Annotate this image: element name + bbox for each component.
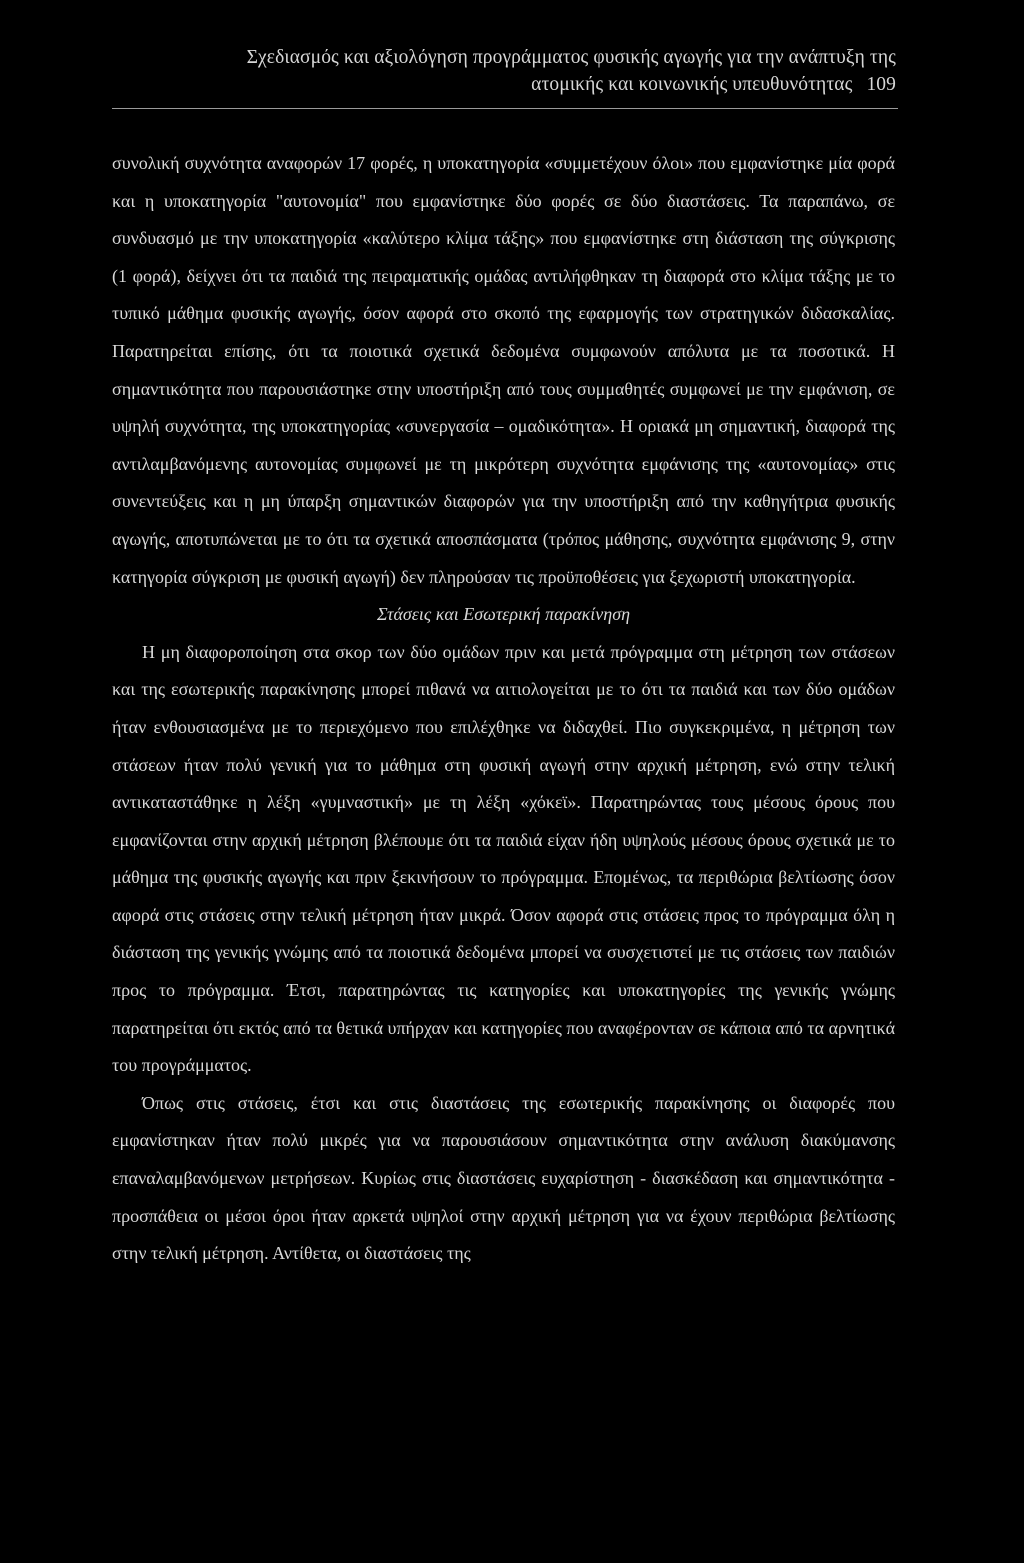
running-header bbox=[112, 44, 896, 98]
header-divider bbox=[112, 108, 898, 109]
paragraph-continued: συνολική συχνότητα αναφορών 17 φορές, η υποκατηγορία «συμμετέχουν όλοι» που εμφανίστηκε μία φορά και η υποκατηγορία "αυτονομία" που εμφανίστηκε δύο φορές σε δύο διαστάσεις. Τα παραπάνω, σε συνδυασμό με την υποκατηγορία «καλύτερο κλίμα τάξης» που εμφανίστηκε στη διάσταση της σύγκρισης (1 φορά), δείχνει ότι τα παιδιά της πειραματικής ομάδας αντιλήφθηκαν τη διαφορά στο κλίμα τάξης με το τυπικό μάθημα φυσικής αγωγής, όσον αφορά στο σκοπό της εφαρμογής των στρατηγικών διδασκαλίας. Παρατηρείται επίσης, ότι τα ποιοτικά σχετικά δεδομένα συμφωνούν απόλυτα με τα ποσοτικά. Η σημαντικότητα που παρουσιάστηκε στην υποστήριξη από τους συμμαθητές συμφωνεί με την εμφάνιση, σε υψηλή συχνότητα, της υποκατηγορίας «συνεργασία – ομαδικότητα». Η οριακά μη σημαντική, διαφορά της αντιλαμβανόμενης αυτονομίας συμφωνεί με τη μικρότερη συχνότητα εμφάνισης της «αυτονομίας» στις συνεντεύξεις και η μη ύπαρξη σημαντικών διαφορών για την υποστήριξη από την καθηγήτρια φυσικής αγωγής, αποτυπώνεται με το ότι τα σχετικά αποσπάσματα (τρόπος μάθησης, συχνότητα εμφάνισης 9, στην κατηγορία σύγκριση με φυσική αγωγή) δεν πληρούσαν τις προϋποθέσεις για ξεχωριστή υποκατηγορία. bbox=[112, 153, 895, 587]
running-header-line-2 bbox=[112, 71, 896, 98]
paragraph: Όπως στις στάσεις, έτσι και στις διαστάσεις της εσωτερικής παρακίνησης οι διαφορές που εμφανίστηκαν ήταν πολύ μικρές για να παρουσιάσουν σημαντικότητα στην ανάλυση διακύμανσης επαναλαμβανόμενων μετρήσεων. Κυρίως στις διαστάσεις ευχαρίστηση - διασκέδαση και σημαντικότητα - προσπάθεια οι μέσοι όροι ήταν αρκετά υψηλοί στην αρχική μέτρηση για να έχουν περιθώρια βελτίωσης στην τελική μέτρηση. Αντίθετα, οι διαστάσεις της bbox=[112, 1092, 895, 1264]
paragraph: Η μη διαφοροποίηση στα σκορ των δύο ομάδων πριν και μετά πρόγραμμα στη μέτρηση των στάσεων και της εσωτερικής παρακίνησης μπορεί πιθανά να αιτιολογείται με το ότι τα παιδιά και των δύο ομάδων ήταν ενθουσιασμένα με το περιεχόμενο που επιλέχθηκε να διδαχθεί. Πιο συγκεκριμένα, η μέτρηση των στάσεων ήταν πολύ γενική για το μάθημα στη φυσική αγωγή στην αρχική μέτρηση, ενώ στην τελική αντικαταστάθηκε η λέξη «γυμναστική» με τη λέξη «χόκεϊ». Παρατηρώντας τους μέσους όρους που εμφανίζονται στην αρχική μέτρηση βλέπουμε ότι τα παιδιά είχαν ήδη υψηλούς μέσους όρους σχετικά με το μάθημα της φυσικής αγωγής και πριν ξεκινήσουν το πρόγραμμα. Επομένως, τα περιθώρια βελτίωσης όσον αφορά στις στάσεις στην τελική μέτρηση ήταν μικρά. Όσον αφορά στις στάσεις προς το πρόγραμμα όλη η διάσταση της γενικής γνώμης από τα ποιοτικά δεδομένα μπορεί να συσχετιστεί με τις στάσεις των παιδιών προς το πρόγραμμα. Έτσι, παρατηρώντας τις κατηγορίες και υποκατηγορίες της γενικής γνώμης παρατηρείται ότι εκτός από τα θετικά υπήρχαν και κατηγορίες που αναφέρονταν σε κάποια από τα αρνητικά του προγράμματος. bbox=[112, 641, 895, 1076]
page-body bbox=[112, 145, 895, 1273]
page-number: 109 bbox=[866, 74, 896, 95]
running-header-title: ατομικής και κοινωνικής υπευθυνότητας bbox=[531, 74, 853, 95]
section-subheading: Στάσεις και Εσωτερική παρακίνηση bbox=[376, 604, 631, 625]
running-header-line-1: Σχεδιασμός και αξιολόγηση προγράμματος φυσικής αγωγής για την ανάπτυξη της bbox=[246, 47, 896, 68]
